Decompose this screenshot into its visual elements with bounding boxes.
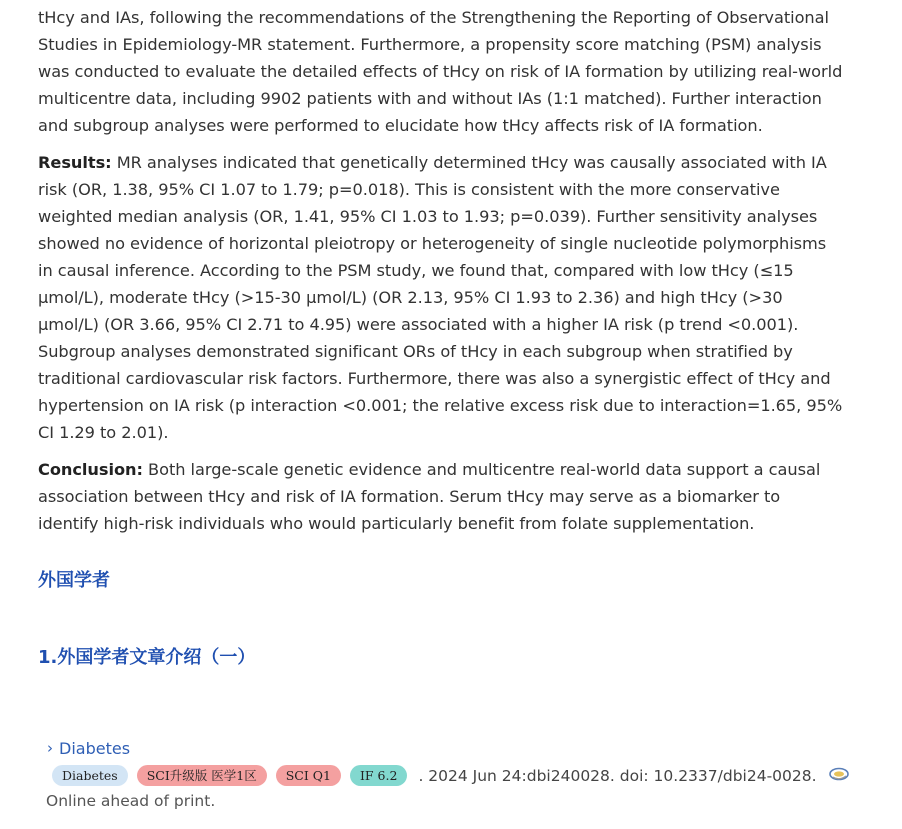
impact-factor-tag: IF 6.2 bbox=[350, 765, 407, 786]
conclusion-label: Conclusion: bbox=[38, 460, 143, 479]
publication-status: Online ahead of print. bbox=[46, 792, 216, 810]
abstract-body bbox=[38, 4, 844, 537]
results-label: Results: bbox=[38, 153, 112, 172]
section-heading-article-intro: 1.外国学者文章介绍（一） bbox=[38, 647, 256, 668]
results-text: MR analyses indicated that genetically determined tHcy was causally associated with IA risk (OR, 1.38, 95% CI 1.07 to 1.79; p=0.018). This is consistent with the more conservative weighted median analysis (OR, 1.41, 95% CI 1.03 to 1.93; p=0.039). Further sensitivity analyses showed no evidence of horizontal pleiotropy or heterogeneity of single nucleotide polymorphisms in causal inference. According to the PSM study, we found that, compared with low tHcy (≤15 μmol/L), moderate tHcy (>15-30 μmol/L) (OR 2.13, 95% CI 1.93 to 2.36) and high tHcy (>30 μmol/L) (OR 3.66, 95% CI 2.71 to 4.95) were associated with a higher IA risk (p trend <0.001). Subgroup analyses demonstrated significant ORs of tHcy in each subgroup when stratified by traditional cardiovascular risk factors. Furthermore, there was also a synergistic effect of tHcy and hypertension on IA risk (p interaction <0.001; the relative excess risk due to interaction=1.65, 95% CI 1.29 to 2.01). bbox=[38, 153, 843, 442]
conclusion-text: Both large-scale genetic evidence and multicentre real-world data support a causal association between tHcy and risk of IA formation. Serum tHcy may serve as a biomarker to identify high-risk individuals who would particularly benefit from folate supplementation. bbox=[38, 460, 821, 533]
sci-quartile-tag: SCI Q1 bbox=[276, 765, 341, 786]
methods-text: tHcy and IAs, following the recommendations of the Strengthening the Reporting of Observational Studies in Epidemiology-MR statement. Furthermore, a propensity score matching (PSM) analysis was conducted to evaluate the detailed effects of tHcy on risk of IA formation by utilizing real-world multicentre data, including 9902 patients with and without IAs (1:1 matched). Further interaction and subgroup analyses were performed to elucidate how tHcy affects risk of IA formation. bbox=[38, 8, 843, 135]
chevron-right-icon: › bbox=[47, 739, 53, 757]
journal-tag: Diabetes bbox=[52, 765, 128, 786]
journal-name: Diabetes bbox=[59, 739, 131, 758]
methods-paragraph bbox=[38, 4, 844, 139]
conclusion-paragraph bbox=[38, 456, 844, 537]
quote-cite-icon[interactable] bbox=[828, 766, 850, 786]
citation-text: . 2024 Jun 24:dbi240028. doi: 10.2337/dbi24-0028. bbox=[418, 766, 817, 785]
sci-upgrade-tag: SCI升级版 医学1区 bbox=[137, 765, 267, 786]
results-paragraph bbox=[38, 149, 844, 446]
section-heading-foreign-scholars: 外国学者 bbox=[38, 570, 110, 591]
journal-metrics-row bbox=[52, 765, 850, 786]
journal-link[interactable] bbox=[47, 739, 130, 758]
